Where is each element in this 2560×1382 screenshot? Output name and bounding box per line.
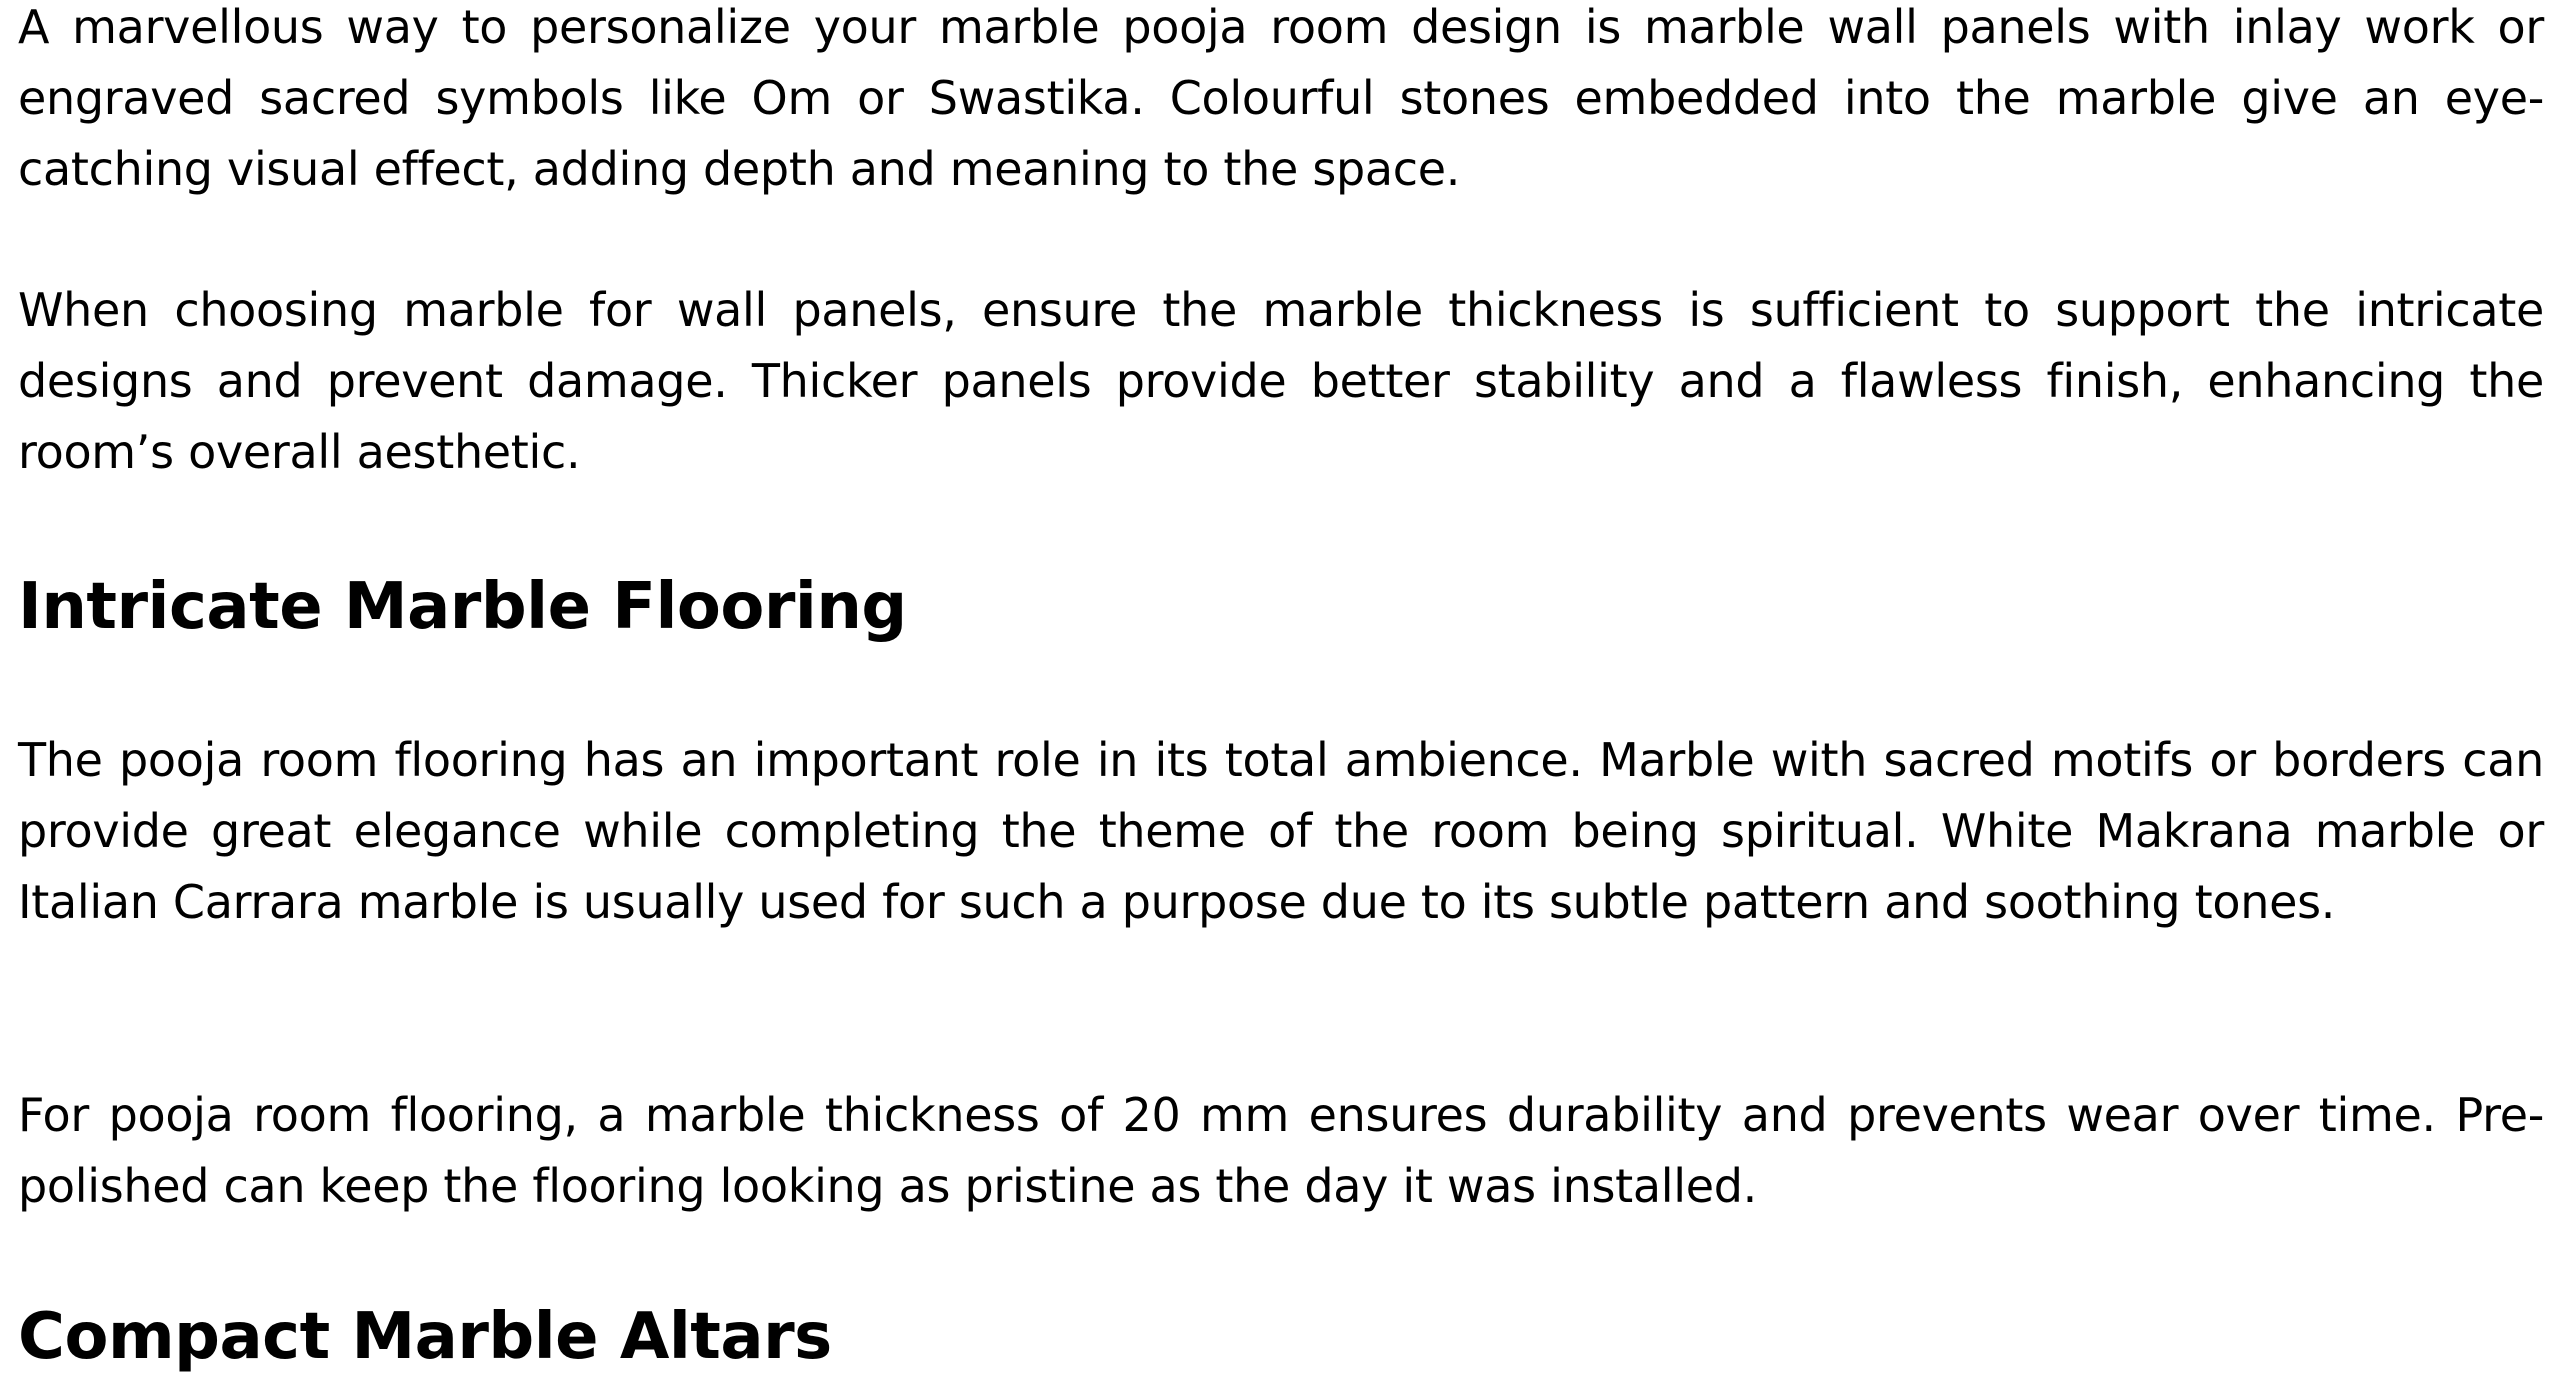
heading-intricate-marble-flooring: Intricate Marble Flooring <box>18 570 907 644</box>
paragraph-wall-panel-thickness: When choosing marble for wall panels, ensure the marble thickness is sufficient to support the intricate designs and prevent damage. Thicker panels provide better stability and a flawless finish, enhancing the room’s overall aesthetic. <box>18 283 2544 479</box>
heading-compact-marble-altars: Compact Marble Altars <box>18 1300 832 1374</box>
paragraph-flooring-thickness: For pooja room flooring, a marble thickness of 20 mm ensures durability and prevents wear over time. Pre-polished can keep the flooring looking as pristine as the day it was installed. <box>18 1088 2544 1213</box>
paragraph-wall-panels-inlay: A marvellous way to personalize your marble pooja room design is marble wall panels with inlay work or engraved sacred symbols like Om or Swastika. Colourful stones embedded into the marble give an eye-catching visual effect, adding depth and meaning to the space. <box>18 0 2544 196</box>
paragraph-flooring-ambience: The pooja room flooring has an important role in its total ambience. Marble with sacred motifs or borders can provide great elegance while completing the theme of the room being spiritual. White Makrana marble or Italian Carrara marble is usually used for such a purpose due to its subtle pattern and soothing tones. <box>18 733 2544 929</box>
